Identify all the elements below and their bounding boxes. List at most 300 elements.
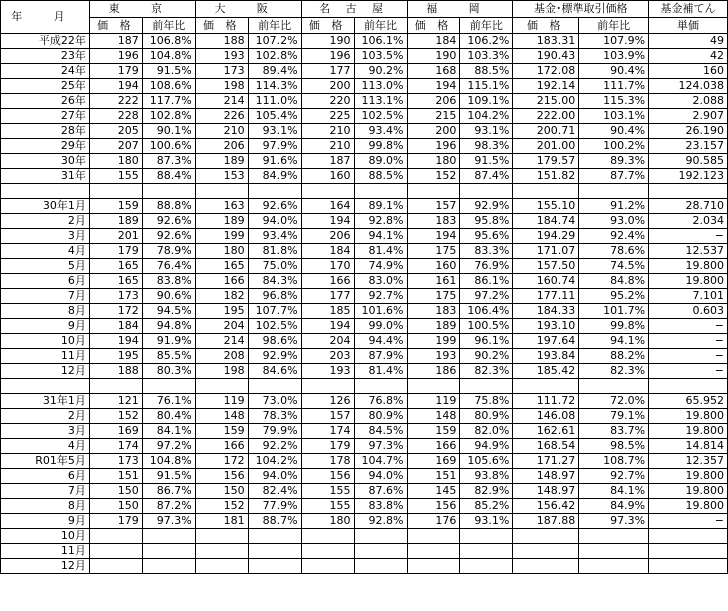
spacer-cell	[1, 379, 90, 394]
cell-osaka-ratio: 73.0%	[248, 394, 301, 409]
cell-nagoya-price	[301, 559, 354, 574]
cell-fund-standard-price: 193.84	[513, 349, 579, 364]
cell-fund-standard-price: 184.74	[513, 214, 579, 229]
cell-osaka-ratio: 91.6%	[248, 154, 301, 169]
cell-osaka-price	[195, 559, 248, 574]
cell-tokyo-price: 172	[89, 304, 142, 319]
cell-osaka-price: 180	[195, 244, 248, 259]
cell-fukuoka-ratio: 83.3%	[460, 244, 513, 259]
cell-osaka-price: 195	[195, 304, 248, 319]
cell-osaka-price: 163	[195, 199, 248, 214]
cell-fund-standard-ratio: 98.5%	[579, 439, 649, 454]
cell-nagoya-ratio: 89.1%	[354, 199, 407, 214]
cell-fukuoka-price: 186	[407, 364, 460, 379]
cell-fukuoka-price: 160	[407, 259, 460, 274]
table-row	[1, 214, 728, 229]
cell-tokyo-ratio: 102.8%	[142, 109, 195, 124]
cell-fund-standard-price: 157.50	[513, 259, 579, 274]
cell-tokyo-price: 173	[89, 454, 142, 469]
cell-osaka-ratio: 79.9%	[248, 424, 301, 439]
cell-osaka-price: 206	[195, 139, 248, 154]
cell-osaka-price: 226	[195, 109, 248, 124]
cell-nagoya-price: 164	[301, 199, 354, 214]
cell-subsidy-unit: −	[649, 229, 728, 244]
cell-fukuoka-ratio: 105.6%	[460, 454, 513, 469]
cell-fukuoka-ratio: 106.2%	[460, 34, 513, 49]
spacer-cell	[301, 379, 354, 394]
row-label: 8月	[1, 304, 90, 319]
cell-tokyo-price: 179	[89, 64, 142, 79]
cell-tokyo-price: 165	[89, 274, 142, 289]
cell-fukuoka-ratio: 98.3%	[460, 139, 513, 154]
region-header-fund-standard: 基金･標準取引価格	[513, 1, 649, 18]
cell-tokyo-ratio: 80.4%	[142, 409, 195, 424]
cell-subsidy-unit: 26.190	[649, 124, 728, 139]
cell-osaka-price: 214	[195, 94, 248, 109]
cell-nagoya-price: 177	[301, 64, 354, 79]
cell-subsidy-unit: 19.800	[649, 484, 728, 499]
cell-tokyo-ratio: 90.1%	[142, 124, 195, 139]
cell-nagoya-price: 179	[301, 439, 354, 454]
cell-tokyo-ratio: 86.7%	[142, 484, 195, 499]
cell-fukuoka-price: 168	[407, 64, 460, 79]
cell-osaka-ratio: 98.6%	[248, 334, 301, 349]
cell-fund-standard-ratio: 72.0%	[579, 394, 649, 409]
cell-nagoya-ratio: 83.8%	[354, 499, 407, 514]
cell-fund-standard-price: 200.71	[513, 124, 579, 139]
cell-subsidy-unit	[649, 544, 728, 559]
cell-fukuoka-price	[407, 544, 460, 559]
cell-fund-standard-ratio: 84.9%	[579, 499, 649, 514]
cell-nagoya-price: 126	[301, 394, 354, 409]
cell-osaka-price: 156	[195, 469, 248, 484]
cell-fund-standard-ratio: 115.3%	[579, 94, 649, 109]
cell-osaka-price: 173	[195, 64, 248, 79]
row-label: 23年	[1, 49, 90, 64]
cell-fukuoka-ratio: 91.5%	[460, 154, 513, 169]
cell-nagoya-price: 174	[301, 424, 354, 439]
cell-tokyo-price: 196	[89, 49, 142, 64]
cell-tokyo-price	[89, 544, 142, 559]
cell-fukuoka-price: 161	[407, 274, 460, 289]
cell-fukuoka-price: 175	[407, 244, 460, 259]
spacer-cell	[407, 184, 460, 199]
cell-osaka-ratio: 84.3%	[248, 274, 301, 289]
cell-fukuoka-price: 151	[407, 469, 460, 484]
row-label: 3月	[1, 424, 90, 439]
row-label: 平成22年	[1, 34, 90, 49]
region-header-tokyo: 東 京	[89, 1, 195, 18]
cell-osaka-price: 210	[195, 124, 248, 139]
cell-subsidy-unit: 19.800	[649, 424, 728, 439]
table-row	[1, 394, 728, 409]
spacer-cell	[142, 184, 195, 199]
cell-fukuoka-price: 215	[407, 109, 460, 124]
cell-fukuoka-ratio: 96.1%	[460, 334, 513, 349]
cell-fukuoka-price: 194	[407, 79, 460, 94]
cell-fund-standard-ratio: 88.2%	[579, 349, 649, 364]
header-row-regions	[1, 1, 728, 18]
cell-fund-standard-ratio: 74.5%	[579, 259, 649, 274]
ratio-header-nagoya: 前年比	[354, 18, 407, 34]
row-label: 4月	[1, 439, 90, 454]
cell-tokyo-price: 151	[89, 469, 142, 484]
cell-tokyo-price: 150	[89, 499, 142, 514]
table-row	[1, 469, 728, 484]
cell-osaka-price: 193	[195, 49, 248, 64]
cell-tokyo-price: 207	[89, 139, 142, 154]
cell-fund-standard-ratio: 99.8%	[579, 319, 649, 334]
cell-fund-standard-ratio: 90.4%	[579, 64, 649, 79]
spacer-cell	[460, 379, 513, 394]
table-row	[1, 34, 728, 49]
cell-osaka-ratio: 94.0%	[248, 214, 301, 229]
cell-fukuoka-ratio: 115.1%	[460, 79, 513, 94]
cell-subsidy-unit: 49	[649, 34, 728, 49]
cell-fukuoka-ratio: 103.3%	[460, 49, 513, 64]
cell-tokyo-price: 222	[89, 94, 142, 109]
cell-fund-standard-ratio: 94.1%	[579, 334, 649, 349]
cell-fund-standard-price: 193.10	[513, 319, 579, 334]
row-label: 27年	[1, 109, 90, 124]
table-row	[1, 169, 728, 184]
cell-tokyo-ratio	[142, 544, 195, 559]
row-label: 6月	[1, 274, 90, 289]
spacer-cell	[407, 379, 460, 394]
cell-tokyo-price: 188	[89, 364, 142, 379]
row-label: 2月	[1, 409, 90, 424]
cell-fund-standard-price: 172.08	[513, 64, 579, 79]
cell-fukuoka-price: 169	[407, 454, 460, 469]
cell-tokyo-ratio: 104.8%	[142, 49, 195, 64]
cell-fukuoka-ratio: 80.9%	[460, 409, 513, 424]
cell-osaka-ratio: 105.4%	[248, 109, 301, 124]
row-label: 30年	[1, 154, 90, 169]
cell-fund-standard-ratio: 108.7%	[579, 454, 649, 469]
cell-tokyo-price: 150	[89, 484, 142, 499]
cell-fukuoka-price: 194	[407, 229, 460, 244]
cell-tokyo-price: 194	[89, 79, 142, 94]
cell-nagoya-price: 210	[301, 124, 354, 139]
cell-osaka-ratio: 75.0%	[248, 259, 301, 274]
cell-tokyo-price: 201	[89, 229, 142, 244]
table-row	[1, 64, 728, 79]
table-row	[1, 409, 728, 424]
table-row	[1, 139, 728, 154]
cell-osaka-ratio: 84.9%	[248, 169, 301, 184]
cell-fukuoka-ratio: 85.2%	[460, 499, 513, 514]
row-label: 3月	[1, 229, 90, 244]
table-row	[1, 124, 728, 139]
table-row	[1, 499, 728, 514]
cell-fund-standard-ratio: 78.6%	[579, 244, 649, 259]
cell-osaka-ratio: 92.9%	[248, 349, 301, 364]
spacer-cell	[301, 184, 354, 199]
cell-tokyo-ratio	[142, 559, 195, 574]
table-row	[1, 514, 728, 529]
cell-tokyo-ratio: 92.6%	[142, 214, 195, 229]
row-label: R01年5月	[1, 454, 90, 469]
cell-subsidy-unit: −	[649, 514, 728, 529]
row-label: 7月	[1, 484, 90, 499]
cell-fukuoka-ratio: 93.1%	[460, 514, 513, 529]
cell-tokyo-price: 173	[89, 289, 142, 304]
table-row	[1, 229, 728, 244]
cell-fukuoka-price: 184	[407, 34, 460, 49]
spacer-cell	[460, 184, 513, 199]
cell-fund-standard-ratio: 97.3%	[579, 514, 649, 529]
cell-osaka-ratio: 107.7%	[248, 304, 301, 319]
cell-nagoya-price: 200	[301, 79, 354, 94]
cell-osaka-ratio: 96.8%	[248, 289, 301, 304]
cell-tokyo-ratio: 104.8%	[142, 454, 195, 469]
table-row	[1, 334, 728, 349]
spacer-cell	[579, 184, 649, 199]
cell-subsidy-unit: −	[649, 349, 728, 364]
cell-fund-standard-price: 177.11	[513, 289, 579, 304]
table-row	[1, 259, 728, 274]
table-row	[1, 559, 728, 574]
cell-fukuoka-price: 206	[407, 94, 460, 109]
cell-fukuoka-ratio	[460, 544, 513, 559]
cell-fukuoka-price: 180	[407, 154, 460, 169]
cell-subsidy-unit: 192.123	[649, 169, 728, 184]
region-header-osaka: 大 阪	[195, 1, 301, 18]
cell-fukuoka-price: 190	[407, 49, 460, 64]
cell-tokyo-ratio: 80.3%	[142, 364, 195, 379]
cell-nagoya-ratio: 92.8%	[354, 214, 407, 229]
cell-fukuoka-ratio: 97.2%	[460, 289, 513, 304]
cell-fund-standard-price	[513, 529, 579, 544]
cell-fund-standard-ratio: 82.3%	[579, 364, 649, 379]
ratio-header-fund-standard: 前年比	[579, 18, 649, 34]
cell-fukuoka-ratio: 106.4%	[460, 304, 513, 319]
cell-fukuoka-price	[407, 529, 460, 544]
cell-subsidy-unit: 19.800	[649, 499, 728, 514]
ratio-header-tokyo: 前年比	[142, 18, 195, 34]
cell-subsidy-unit: 28.710	[649, 199, 728, 214]
cell-fund-standard-price: 171.07	[513, 244, 579, 259]
cell-osaka-ratio: 92.2%	[248, 439, 301, 454]
cell-nagoya-ratio: 94.4%	[354, 334, 407, 349]
cell-nagoya-price	[301, 529, 354, 544]
cell-fund-standard-price: 222.00	[513, 109, 579, 124]
cell-nagoya-ratio: 87.6%	[354, 484, 407, 499]
cell-osaka-price: 181	[195, 514, 248, 529]
cell-nagoya-ratio: 83.0%	[354, 274, 407, 289]
cell-fund-standard-price: 111.72	[513, 394, 579, 409]
cell-osaka-ratio: 93.4%	[248, 229, 301, 244]
spacer-cell	[89, 379, 142, 394]
region-header-fukuoka: 福 岡	[407, 1, 513, 18]
cell-nagoya-price: 194	[301, 319, 354, 334]
cell-fukuoka-ratio: 82.3%	[460, 364, 513, 379]
table-row	[1, 199, 728, 214]
cell-subsidy-unit	[649, 529, 728, 544]
table-row	[1, 154, 728, 169]
cell-tokyo-ratio: 76.1%	[142, 394, 195, 409]
price-header-fukuoka: 価 格	[407, 18, 460, 34]
cell-subsidy-unit: 19.800	[649, 469, 728, 484]
cell-fund-standard-ratio: 103.1%	[579, 109, 649, 124]
cell-nagoya-ratio: 88.5%	[354, 169, 407, 184]
cell-fund-standard-price: 183.31	[513, 34, 579, 49]
cell-tokyo-price: 194	[89, 334, 142, 349]
cell-nagoya-ratio: 103.5%	[354, 49, 407, 64]
cell-nagoya-price: 166	[301, 274, 354, 289]
cell-fund-standard-ratio: 92.7%	[579, 469, 649, 484]
cell-fund-standard-price: 148.97	[513, 469, 579, 484]
row-label: 28年	[1, 124, 90, 139]
cell-osaka-ratio: 97.9%	[248, 139, 301, 154]
cell-osaka-price: 188	[195, 34, 248, 49]
table-row	[1, 529, 728, 544]
cell-fukuoka-ratio: 93.8%	[460, 469, 513, 484]
cell-tokyo-ratio: 91.5%	[142, 469, 195, 484]
cell-fukuoka-price: 200	[407, 124, 460, 139]
cell-nagoya-price: 157	[301, 409, 354, 424]
spacer-cell	[354, 379, 407, 394]
cell-subsidy-unit: 65.952	[649, 394, 728, 409]
cell-fund-standard-price: 215.00	[513, 94, 579, 109]
spacer-cell	[649, 379, 728, 394]
table-row	[1, 49, 728, 64]
cell-tokyo-price: 228	[89, 109, 142, 124]
cell-nagoya-price	[301, 544, 354, 559]
table-body	[1, 34, 728, 574]
cell-fund-standard-ratio: 103.9%	[579, 49, 649, 64]
table-row	[1, 79, 728, 94]
cell-nagoya-ratio: 81.4%	[354, 244, 407, 259]
cell-fund-standard-price: 148.97	[513, 484, 579, 499]
cell-tokyo-ratio	[142, 529, 195, 544]
cell-tokyo-ratio: 88.8%	[142, 199, 195, 214]
cell-fukuoka-price: 183	[407, 304, 460, 319]
cell-nagoya-price: 203	[301, 349, 354, 364]
table-row	[1, 109, 728, 124]
cell-fukuoka-ratio: 93.1%	[460, 124, 513, 139]
row-label: 10月	[1, 529, 90, 544]
cell-fund-standard-price: 151.82	[513, 169, 579, 184]
table-row	[1, 274, 728, 289]
cell-nagoya-price: 184	[301, 244, 354, 259]
cell-tokyo-price: 152	[89, 409, 142, 424]
cell-nagoya-ratio: 94.1%	[354, 229, 407, 244]
cell-osaka-price: 198	[195, 364, 248, 379]
cell-subsidy-unit: 19.800	[649, 409, 728, 424]
cell-fund-standard-price: 192.14	[513, 79, 579, 94]
cell-nagoya-ratio	[354, 559, 407, 574]
cell-osaka-price: 153	[195, 169, 248, 184]
cell-osaka-price: 148	[195, 409, 248, 424]
table-row	[1, 244, 728, 259]
spacer-cell	[1, 184, 90, 199]
cell-fukuoka-ratio: 82.9%	[460, 484, 513, 499]
cell-osaka-price: 189	[195, 154, 248, 169]
section-spacer-row	[1, 379, 728, 394]
cell-tokyo-ratio: 94.5%	[142, 304, 195, 319]
cell-fukuoka-price: 159	[407, 424, 460, 439]
cell-nagoya-price: 196	[301, 49, 354, 64]
cell-nagoya-ratio: 104.7%	[354, 454, 407, 469]
cell-fund-standard-ratio: 91.2%	[579, 199, 649, 214]
cell-fund-standard-ratio: 87.7%	[579, 169, 649, 184]
cell-osaka-price: 189	[195, 214, 248, 229]
cell-osaka-price	[195, 529, 248, 544]
cell-fund-standard-price: 179.57	[513, 154, 579, 169]
cell-subsidy-unit: 90.585	[649, 154, 728, 169]
cell-subsidy-unit: 2.907	[649, 109, 728, 124]
cell-fukuoka-price: 183	[407, 214, 460, 229]
cell-nagoya-price: 170	[301, 259, 354, 274]
cell-osaka-ratio: 88.7%	[248, 514, 301, 529]
cell-tokyo-ratio: 117.7%	[142, 94, 195, 109]
price-header-osaka: 価 格	[195, 18, 248, 34]
row-label: 25年	[1, 79, 90, 94]
cell-nagoya-ratio: 84.5%	[354, 424, 407, 439]
row-label: 4月	[1, 244, 90, 259]
cell-osaka-price: 208	[195, 349, 248, 364]
row-label: 24年	[1, 64, 90, 79]
cell-osaka-price: 214	[195, 334, 248, 349]
table-row	[1, 319, 728, 334]
cell-osaka-ratio	[248, 544, 301, 559]
row-label: 12月	[1, 559, 90, 574]
cell-nagoya-ratio: 97.3%	[354, 439, 407, 454]
ratio-header-osaka: 前年比	[248, 18, 301, 34]
cell-nagoya-ratio: 99.0%	[354, 319, 407, 334]
cell-fukuoka-ratio: 76.9%	[460, 259, 513, 274]
cell-tokyo-ratio: 87.3%	[142, 154, 195, 169]
cell-fukuoka-price: 148	[407, 409, 460, 424]
cell-fukuoka-price: 152	[407, 169, 460, 184]
cell-tokyo-price: 174	[89, 439, 142, 454]
cell-fund-standard-ratio: 95.2%	[579, 289, 649, 304]
cell-tokyo-price: 169	[89, 424, 142, 439]
cell-fund-standard-ratio: 90.4%	[579, 124, 649, 139]
cell-osaka-ratio: 102.8%	[248, 49, 301, 64]
cell-osaka-ratio: 111.0%	[248, 94, 301, 109]
row-label: 5月	[1, 259, 90, 274]
cell-fukuoka-price	[407, 559, 460, 574]
table-row	[1, 439, 728, 454]
cell-osaka-ratio: 92.6%	[248, 199, 301, 214]
row-label: 31年	[1, 169, 90, 184]
cell-nagoya-price: 210	[301, 139, 354, 154]
cell-subsidy-unit: 2.088	[649, 94, 728, 109]
cell-fund-standard-ratio: 107.9%	[579, 34, 649, 49]
subsidy-header-line1: 基金補てん	[649, 1, 728, 18]
cell-subsidy-unit: 42	[649, 49, 728, 64]
cell-tokyo-ratio: 108.6%	[142, 79, 195, 94]
section-spacer-row	[1, 184, 728, 199]
cell-nagoya-ratio: 102.5%	[354, 109, 407, 124]
cell-tokyo-price	[89, 529, 142, 544]
cell-subsidy-unit: 2.034	[649, 214, 728, 229]
cell-osaka-ratio: 94.0%	[248, 469, 301, 484]
region-header-nagoya: 名 古 屋	[301, 1, 407, 18]
cell-tokyo-ratio: 97.2%	[142, 439, 195, 454]
cell-nagoya-price: 178	[301, 454, 354, 469]
cell-tokyo-ratio: 78.9%	[142, 244, 195, 259]
cell-fukuoka-ratio	[460, 529, 513, 544]
cell-nagoya-ratio	[354, 544, 407, 559]
table-row	[1, 424, 728, 439]
cell-subsidy-unit: 19.800	[649, 259, 728, 274]
cell-fund-standard-ratio: 79.1%	[579, 409, 649, 424]
cell-nagoya-price: 204	[301, 334, 354, 349]
spacer-cell	[195, 379, 248, 394]
